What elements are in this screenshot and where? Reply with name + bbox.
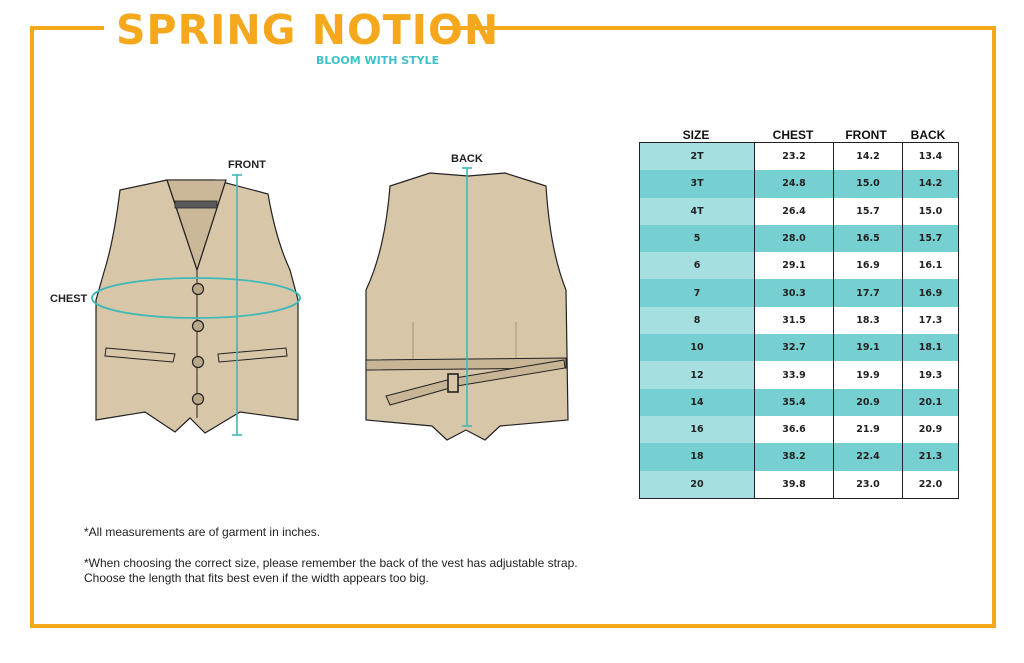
front-label: FRONT [228,159,266,171]
cell-chest: 31.5 [755,307,834,334]
back-label: BACK [451,153,483,165]
cell-front: 15.0 [834,170,903,197]
cell-back: 19.3 [903,361,959,388]
cell-back: 16.1 [903,252,959,279]
table-row [640,143,959,171]
cell-front: 16.9 [834,252,903,279]
cell-size: 4T [640,198,755,225]
cell-chest: 33.9 [755,361,834,388]
cell-back: 18.1 [903,334,959,361]
cell-size: 18 [640,443,755,470]
table-row [640,279,959,306]
cell-back: 14.2 [903,170,959,197]
cell-size: 5 [640,225,755,252]
cell-front: 23.0 [834,471,903,499]
button-icon [193,357,204,368]
button-icon [193,321,204,332]
cell-front: 19.9 [834,361,903,388]
header-front: FRONT [845,128,887,142]
cell-back: 22.0 [903,471,959,499]
table-row [640,170,959,197]
cell-front: 16.5 [834,225,903,252]
cell-back: 17.3 [903,307,959,334]
cell-size: 6 [640,252,755,279]
cell-back: 16.9 [903,279,959,306]
cell-chest: 39.8 [755,471,834,499]
note-choose-length: Choose the length that fits best even if the width appears too big. [84,571,429,585]
cell-back: 20.1 [903,389,959,416]
cell-front: 15.7 [834,198,903,225]
brand-tagline: BLOOM WITH STYLE [316,54,440,67]
cell-back: 15.7 [903,225,959,252]
cell-chest: 30.3 [755,279,834,306]
note-adjustable-strap: *When choosing the correct size, please remember the back of the vest has adjustable strap. [84,556,578,570]
cell-size: 7 [640,279,755,306]
header-size: SIZE [682,128,710,142]
table-row [640,198,959,225]
table-row [640,416,959,443]
table-row [640,471,959,499]
cell-size: 10 [640,334,755,361]
table-row [640,389,959,416]
cell-front: 17.7 [834,279,903,306]
cell-chest: 32.7 [755,334,834,361]
cell-size: 20 [640,471,755,499]
table-row [640,443,959,470]
table-row [640,252,959,279]
cell-back: 15.0 [903,198,959,225]
cell-chest: 24.8 [755,170,834,197]
cell-back: 21.3 [903,443,959,470]
cell-chest: 36.6 [755,416,834,443]
chest-label: CHEST [50,293,88,305]
table-row [640,334,959,361]
cell-chest: 29.1 [755,252,834,279]
cell-front: 14.2 [834,143,903,171]
cell-size: 3T [640,170,755,197]
header-chest: CHEST [772,128,814,142]
cell-front: 19.1 [834,334,903,361]
front-vest-illustration [92,175,300,435]
cell-back: 13.4 [903,143,959,171]
button-icon [193,394,204,405]
cell-size: 16 [640,416,755,443]
cell-back: 20.9 [903,416,959,443]
header-back: BACK [910,128,946,142]
table-row [640,307,959,334]
cell-size: 2T [640,143,755,171]
cell-front: 21.9 [834,416,903,443]
back-vest-illustration [366,168,568,440]
cell-chest: 38.2 [755,443,834,470]
cell-front: 20.9 [834,389,903,416]
brand-title: SPRING NOTION [116,6,500,54]
cell-front: 22.4 [834,443,903,470]
cell-chest: 26.4 [755,198,834,225]
note-measurements: *All measurements are of garment in inches. [84,525,321,539]
cell-size: 8 [640,307,755,334]
cell-front: 18.3 [834,307,903,334]
cell-chest: 35.4 [755,389,834,416]
size-chart-table [639,142,959,499]
cell-chest: 28.0 [755,225,834,252]
table-row [640,361,959,388]
buckle-icon [448,374,458,392]
button-icon [193,284,204,295]
cell-size: 14 [640,389,755,416]
cell-chest: 23.2 [755,143,834,171]
table-row [640,225,959,252]
cell-size: 12 [640,361,755,388]
